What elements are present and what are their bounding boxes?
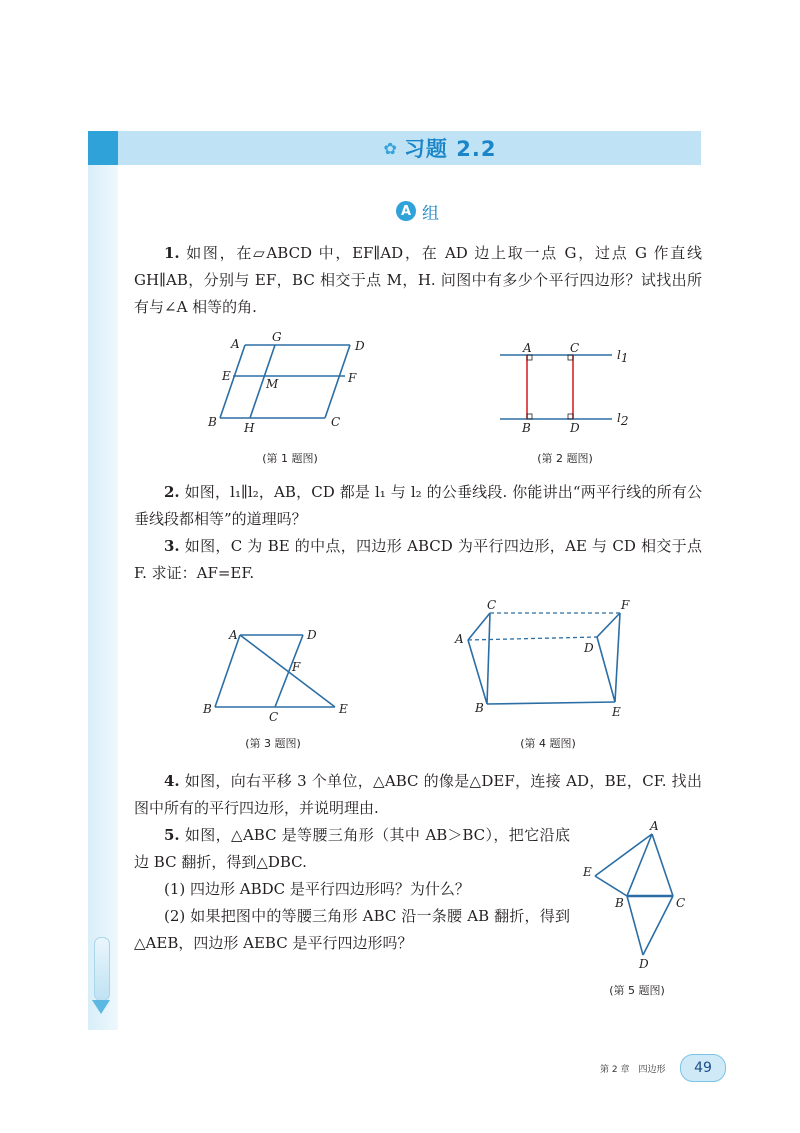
figure-4-caption: (第 4 题图) xyxy=(520,737,576,750)
fig4-segment-be xyxy=(487,702,615,704)
fig5-label-b: B xyxy=(615,896,624,910)
section-title-text: 习题 2.2 xyxy=(403,137,497,161)
sidebar-strip xyxy=(88,165,118,1030)
fig4-label-b: B xyxy=(475,701,484,715)
fig5-label-a: A xyxy=(650,819,659,833)
group-badge: A xyxy=(396,201,416,221)
problem-4 xyxy=(134,768,702,822)
figure-2 xyxy=(500,340,640,440)
fig3-label-d: D xyxy=(307,628,317,642)
fig3-label-e: E xyxy=(339,702,348,716)
fig2-label-c: C xyxy=(570,341,580,355)
figure-5 xyxy=(578,818,698,978)
fig1-label-e: E xyxy=(222,369,231,383)
fig4-label-d: D xyxy=(584,641,594,655)
problem-number: 5. xyxy=(164,826,180,844)
problem-5-question-1: (1) 四边形 ABDC 是平行四边形吗？为什么？ xyxy=(164,880,470,898)
problem-1 xyxy=(134,240,702,321)
fig4-label-c: C xyxy=(487,598,497,612)
figure-2-caption: (第 2 题图) xyxy=(537,452,593,465)
problem-text: 如图，△ABC 是等腰三角形（其中 AB＞BC），把它沿底边 BC 翻折，得到△DBC. xyxy=(134,826,570,871)
fig4-label-f: F xyxy=(621,598,630,612)
fig2-label-d: D xyxy=(570,421,580,435)
fig5-side-bd xyxy=(627,896,643,955)
chapter-label: 第 2 章 四边形 xyxy=(600,1065,666,1075)
figure-1-caption: (第 1 题图) xyxy=(262,452,318,465)
fig4-side-ef xyxy=(615,613,620,702)
fig4-side-ac xyxy=(468,613,490,640)
problem-text: 如图，在▱ABCD 中，EF∥AD，在 AD 边上取一点 G，过点 G 作直线 GH∥AB，分别与 EF，BC 相交于点 M，H. 问图中有多少个平行四边形？试找出所有与∠A 相等的角. xyxy=(134,244,702,316)
problem-5-question-2: (2) 如果把图中的等腰三角形 ABC 沿一条腰 AB 翻折，得到△AEB，四边形 AEBC 是平行四边形吗？ xyxy=(134,907,570,952)
fig1-side-dc xyxy=(325,345,350,418)
problem-number: 3. xyxy=(164,537,180,555)
group-label: 组 xyxy=(422,203,439,224)
fig3-label-f: F xyxy=(292,660,301,674)
down-arrow-icon xyxy=(92,1000,110,1014)
fig2-label-l2: l2 xyxy=(617,411,629,428)
fig5-side-eb xyxy=(595,876,627,896)
problem-3 xyxy=(134,533,702,587)
problem-number: 4. xyxy=(164,772,180,790)
problem-2 xyxy=(134,479,702,533)
fig1-label-g: G xyxy=(272,330,282,344)
problem-number: 1. xyxy=(164,244,180,262)
fig3-side-ab xyxy=(215,635,240,707)
fig1-label-a: A xyxy=(231,337,240,351)
scroll-grip xyxy=(94,937,110,1001)
problem-5 xyxy=(134,822,570,876)
fig4-label-e: E xyxy=(612,705,621,719)
section-title xyxy=(340,133,540,163)
problem-text: 如图，向右平移 3 个单位，△ABC 的像是△DEF，连接 AD，BE，CF. 找出图中所有的平行四边形，并说明理由. xyxy=(134,772,702,817)
fig5-side-ac xyxy=(652,834,673,896)
star-badge-icon: ✿ xyxy=(383,138,398,158)
fig3-label-c: C xyxy=(269,710,279,724)
problem-number: 2. xyxy=(164,483,180,501)
problem-text: 如图，C 为 BE 的中点，四边形 ABCD 为平行四边形，AE 与 CD 相交于点 F. 求证：AF=EF. xyxy=(134,537,702,582)
fig4-side-bc xyxy=(487,613,490,704)
header-accent-block xyxy=(88,131,118,165)
figure-4 xyxy=(450,598,640,723)
fig5-label-e: E xyxy=(583,865,592,879)
figure-1 xyxy=(200,330,380,440)
fig4-label-a: A xyxy=(455,632,464,646)
fig1-label-c: C xyxy=(331,415,341,429)
fig4-side-de xyxy=(597,637,615,702)
fig2-label-b: B xyxy=(522,421,531,435)
fig3-segment-ae xyxy=(240,635,335,707)
fig5-label-d: D xyxy=(639,957,649,971)
fig4-side-df xyxy=(597,613,620,637)
fig5-side-cd xyxy=(643,896,673,955)
fig3-label-b: B xyxy=(203,702,212,716)
fig1-label-m: M xyxy=(266,377,279,391)
fig4-side-ab xyxy=(468,640,487,704)
figure-3-caption: (第 3 题图) xyxy=(245,737,301,750)
figure-5-caption: (第 5 题图) xyxy=(609,984,665,997)
fig1-label-h: H xyxy=(244,421,255,435)
problem-text: 如图，l₁∥l₂，AB，CD 都是 l₁ 与 l₂ 的公垂线段. 你能讲出“两平行线的所有公垂线段都相等”的道理吗？ xyxy=(134,483,702,528)
fig4-segment-ad xyxy=(468,637,597,640)
fig2-label-a: A xyxy=(523,341,532,355)
fig1-label-f: F xyxy=(348,371,357,385)
page-number: 49 xyxy=(680,1054,726,1082)
fig3-label-a: A xyxy=(229,628,238,642)
fig1-label-d: D xyxy=(355,339,365,353)
group-heading xyxy=(396,199,439,223)
figure-3 xyxy=(200,625,360,725)
fig5-label-c: C xyxy=(676,896,686,910)
fig1-label-b: B xyxy=(208,415,217,429)
fig2-label-l1: l1 xyxy=(617,348,629,365)
